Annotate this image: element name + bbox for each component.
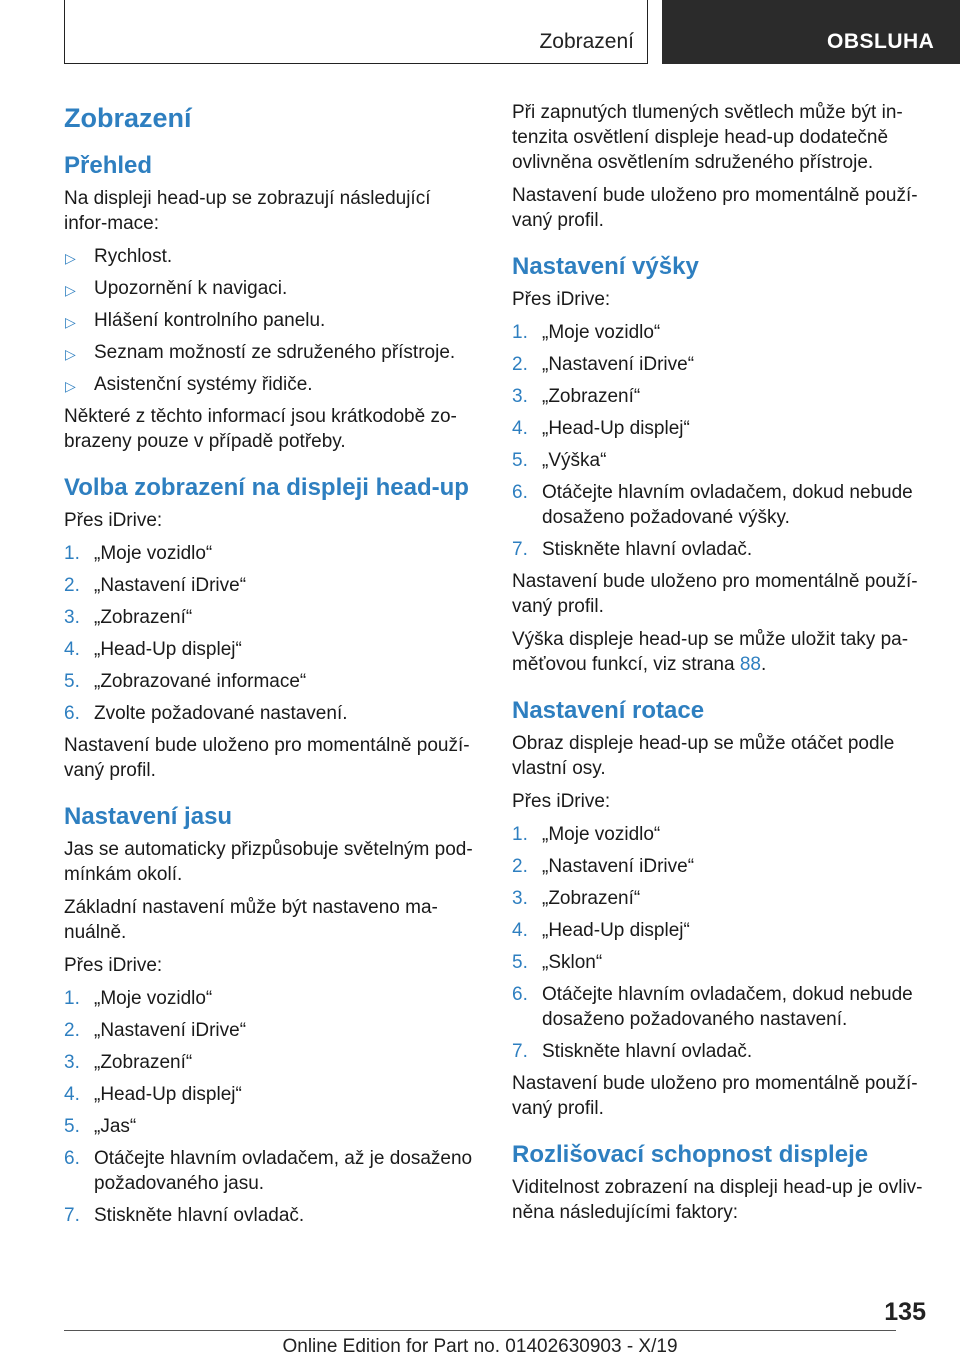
list-item: 6. Zvolte požadované nastavení. (64, 703, 348, 724)
list-item: 1. „Moje vozidlo“ (512, 322, 661, 343)
list-item: 6. Otáčejte hlavním ovladačem, dokud nebude dosaženo požadované výšky. (512, 482, 913, 528)
list-item: 7. Stiskněte hlavní ovladač. (512, 539, 753, 560)
list-item: 2. „Nastavení iDrive“ (512, 354, 695, 375)
section-heading-rotation: Nastavení rotace (512, 697, 705, 724)
step-list (64, 541, 478, 726)
bullet-list (64, 244, 478, 397)
paragraph: Přes iDrive: (512, 289, 611, 310)
list-item: 6. Otáčejte hlavním ovladačem, dokud nebude dosaženo požadovaného nastavení. (512, 984, 913, 1030)
list-item: 3. „Zobrazení“ (64, 607, 193, 628)
list-item: 1. „Moje vozidlo“ (64, 988, 213, 1009)
list-item: 7. Stiskněte hlavní ovladač. (512, 1041, 753, 1062)
paragraph: Viditelnost zobrazení na displeji head-up je ovliv-něna následujícími faktory: (512, 1177, 923, 1223)
header-chapter-label: OBSLUHA (827, 30, 935, 53)
list-item: 3. „Zobrazení“ (64, 1052, 193, 1073)
step-list (512, 320, 926, 562)
header-section-title: Zobrazení (539, 30, 634, 53)
list-item: ▷ Seznam možností ze sdruženého přístroje. (64, 340, 478, 365)
list-item: 1. „Moje vozidlo“ (64, 543, 213, 564)
paragraph: Nastavení bude uloženo pro momentálně použí-vaný profil. (512, 571, 918, 617)
right-column (512, 100, 926, 1233)
step-list (512, 822, 926, 1064)
list-item: ▷ Upozornění k navigaci. (64, 276, 478, 301)
list-item: 4. „Head-Up displej“ (512, 920, 690, 941)
paragraph: Přes iDrive: (512, 791, 611, 812)
list-item: 2. „Nastavení iDrive“ (64, 1020, 247, 1041)
page-number: 135 (884, 1298, 926, 1326)
section-heading-brightness: Nastavení jasu (64, 803, 233, 830)
section-heading-display-selection: Volba zobrazení na displeji head-up (64, 474, 469, 501)
paragraph: Při zapnutých tlumených světlech může být in-tenzita osvětlení displeje head-up dodatečně ovlivněna osvětlením sdruženého přístroje. (512, 102, 903, 173)
paragraph: Přes iDrive: (64, 510, 163, 531)
section-heading-resolution: Rozlišovací schopnost displeje (512, 1141, 869, 1168)
list-item: 4. „Head-Up displej“ (64, 639, 242, 660)
paragraph: Některé z těchto informací jsou krátkodobě zo-brazeny pouze v případě potřeby. (64, 406, 457, 452)
list-item: 7. Stiskněte hlavní ovladač. (64, 1205, 305, 1226)
paragraph: Nastavení bude uloženo pro momentálně použí-vaný profil. (64, 735, 470, 781)
paragraph: Obraz displeje head-up se může otáčet podle vlastní osy. (512, 733, 895, 779)
header-chapter-tab (662, 0, 960, 64)
list-item: 4. „Head-Up displej“ (512, 418, 690, 439)
list-item: 3. „Zobrazení“ (512, 888, 641, 909)
triangle-bullet-icon: ▷ (65, 250, 76, 266)
paragraph: Nastavení bude uloženo pro momentálně použí-vaný profil. (512, 1073, 918, 1119)
list-item: 1. „Moje vozidlo“ (512, 824, 661, 845)
paragraph: Jas se automaticky přizpůsobuje světelným pod-mínkám okolí. (64, 839, 473, 885)
page-reference-link[interactable]: 88 (739, 654, 761, 675)
triangle-bullet-icon: ▷ (65, 282, 76, 298)
list-item: 4. „Head-Up displej“ (64, 1084, 242, 1105)
list-item: 6. Otáčejte hlavním ovladačem, až je dosaženo požadovaného jasu. (64, 1148, 473, 1194)
paragraph: Výška displeje head-up se může uložit taky pa-měťovou funkcí, viz strana 88. (512, 629, 909, 675)
list-item: 5. „Zobrazované informace“ (64, 671, 307, 692)
footer-divider (64, 1330, 896, 1331)
triangle-bullet-icon: ▷ (65, 314, 76, 330)
list-item: 2. „Nastavení iDrive“ (512, 856, 695, 877)
list-item: ▷ Rychlost. (64, 244, 478, 269)
list-item: 5. „Sklon“ (512, 952, 603, 973)
paragraph: Základní nastavení může být nastaveno ma-nuálně. (64, 897, 438, 943)
list-item: 5. „Výška“ (512, 450, 607, 471)
section-heading-height: Nastavení výšky (512, 253, 699, 280)
page-title: Zobrazení (64, 103, 192, 133)
step-list (64, 986, 478, 1228)
triangle-bullet-icon: ▷ (65, 346, 76, 362)
section-heading-overview: Přehled (64, 152, 153, 179)
list-item: 2. „Nastavení iDrive“ (64, 575, 247, 596)
list-item: 3. „Zobrazení“ (512, 386, 641, 407)
triangle-bullet-icon: ▷ (65, 378, 76, 394)
left-column (64, 100, 478, 1235)
paragraph: Nastavení bude uloženo pro momentálně použí-vaný profil. (512, 185, 918, 231)
list-item: ▷ Hlášení kontrolního panelu. (64, 308, 478, 333)
paragraph: Přes iDrive: (64, 955, 163, 976)
list-item: 5. „Jas“ (64, 1116, 137, 1137)
footer-edition: Online Edition for Part no. 01402630903 - X/19 (282, 1336, 678, 1357)
paragraph: Na displeji head-up se zobrazují následující infor-mace: (64, 188, 431, 234)
list-item: ▷ Asistenční systémy řidiče. (64, 372, 478, 397)
